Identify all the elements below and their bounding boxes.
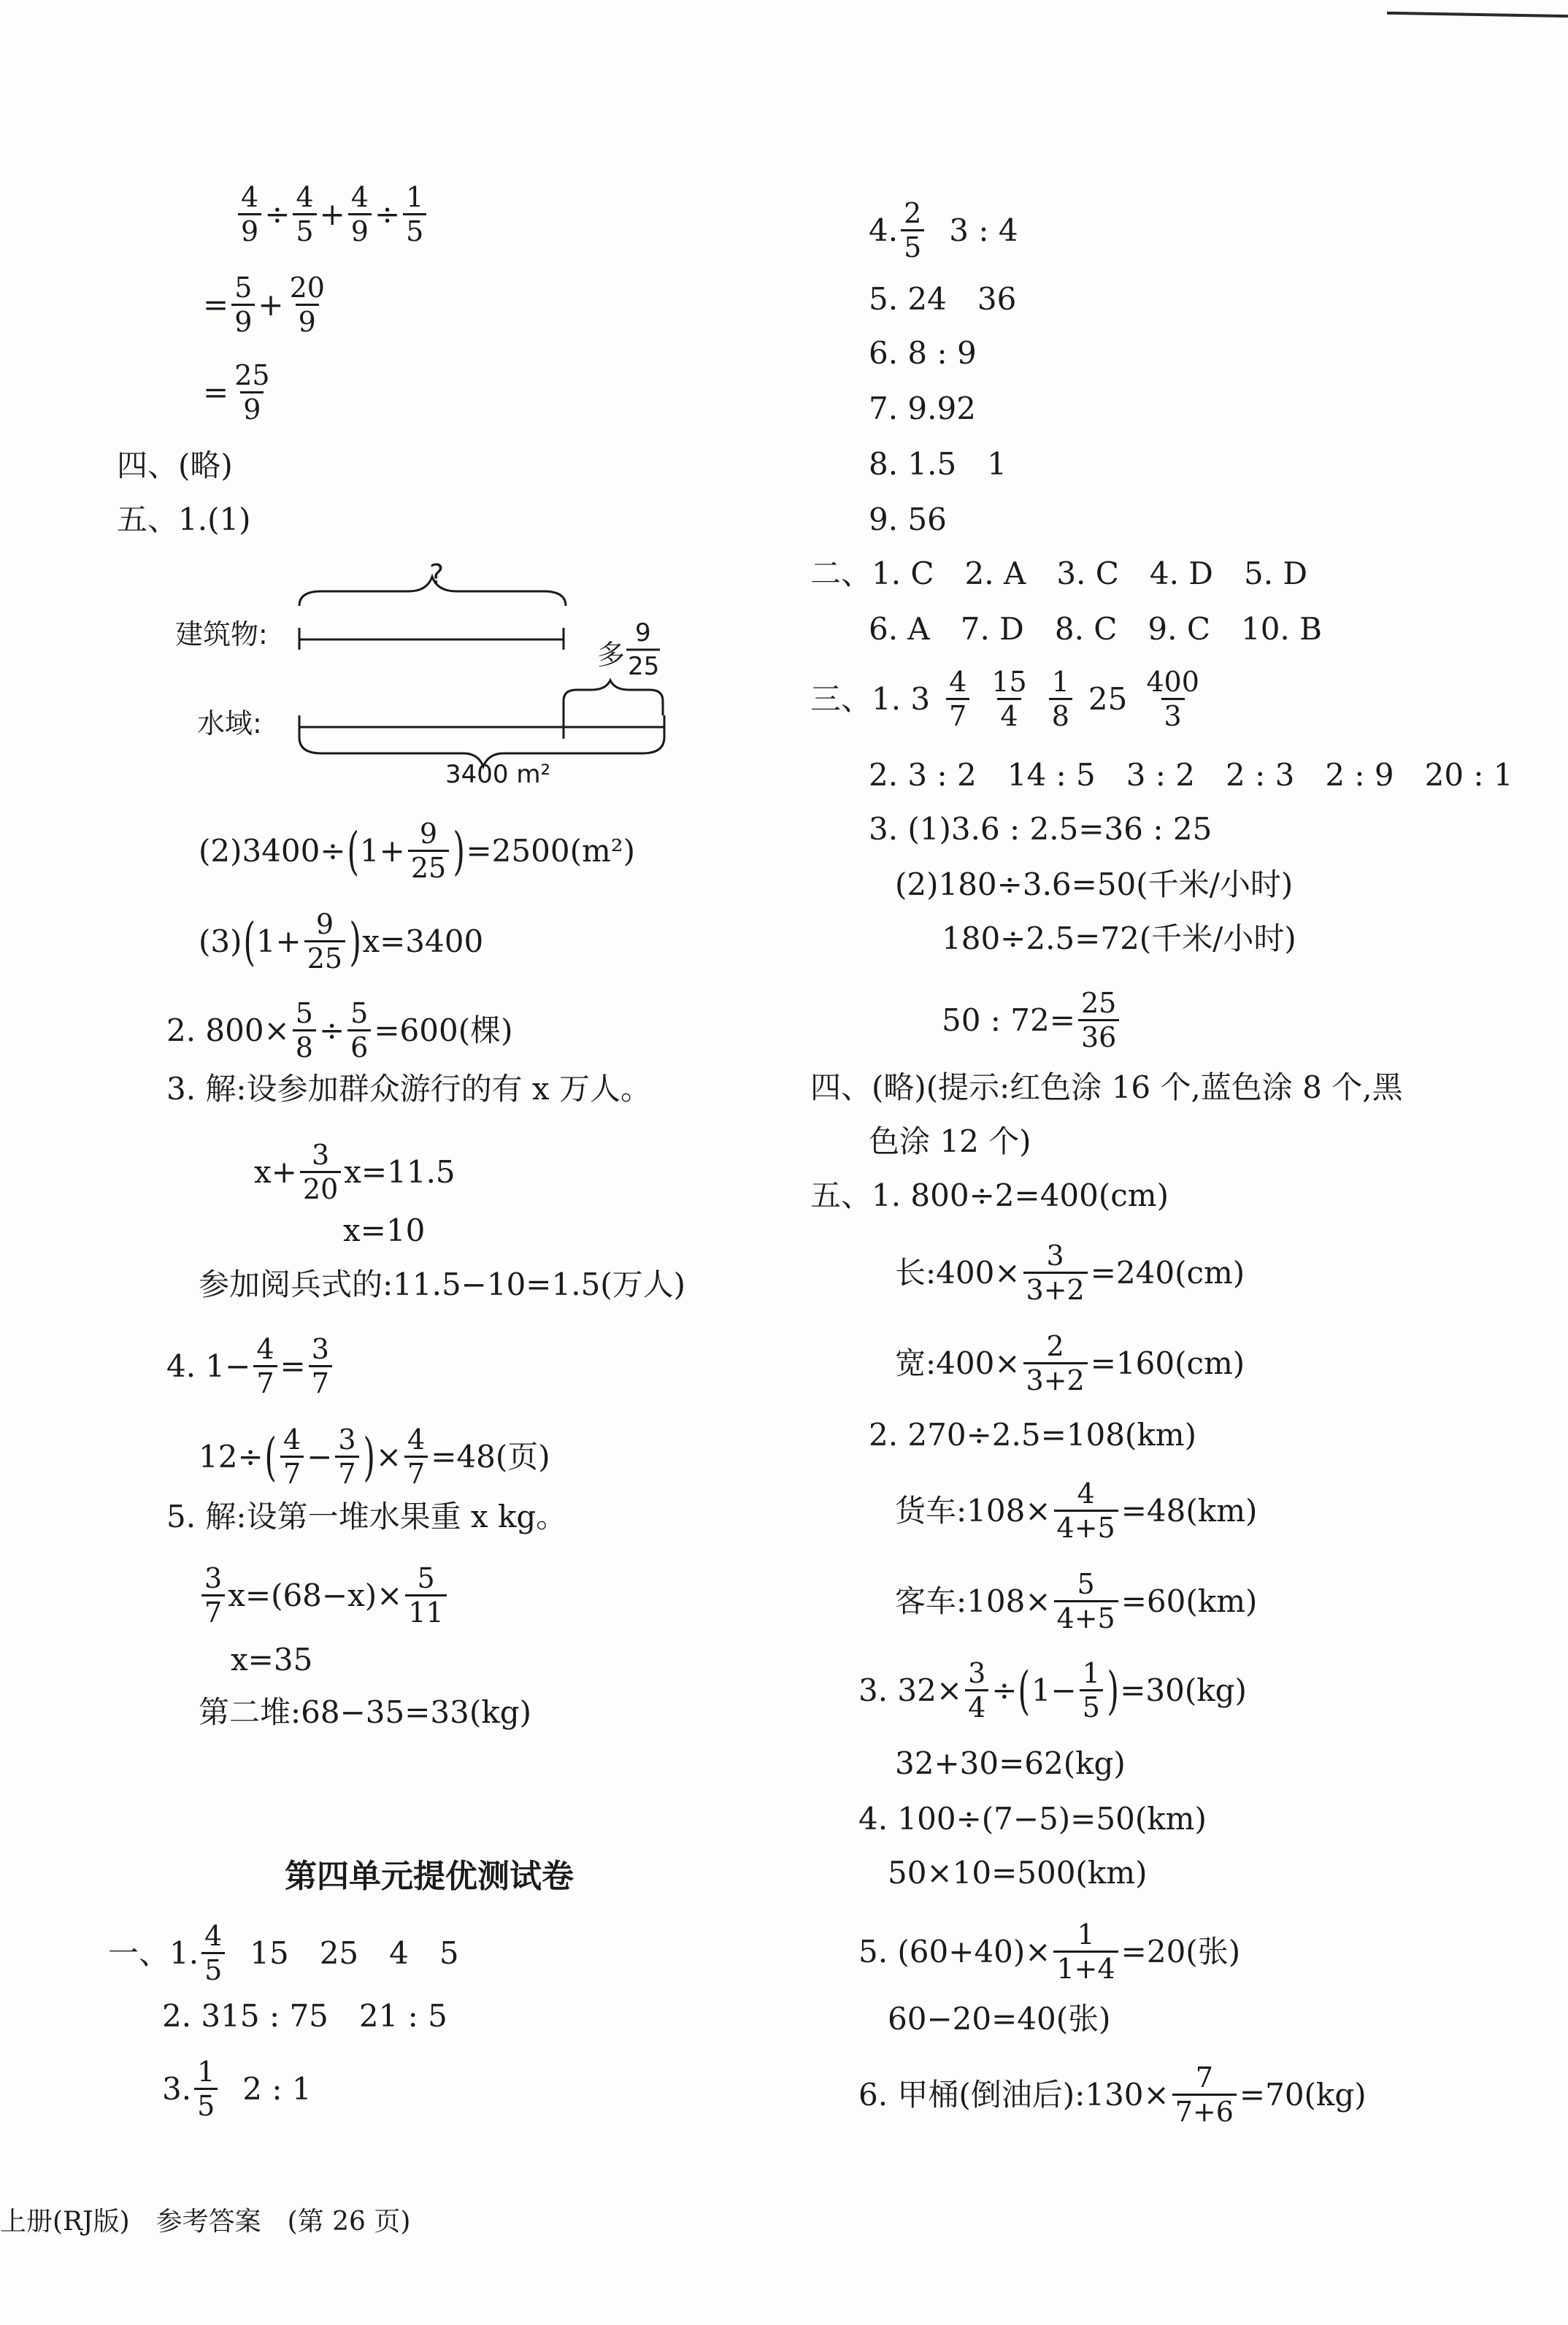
calc-five-5a: $\frac{3}{7}$ x=(68−x)× $\frac{5}{11}$: [199, 1562, 450, 1629]
calc-five-1-3: (3) ( 1+ $\frac{9}{25}$ ) x=3400: [199, 908, 484, 975]
r-five-2a: 货车:108× $\frac{4}{4+5}$ =48(km): [895, 1477, 1258, 1544]
calc-five-5-title: 5. 解:设第一堆水果重 x kg。: [166, 1499, 567, 1534]
r-five-4: 4. 100÷(7−5)=50(km): [858, 1801, 1207, 1837]
r-item-7: 7. 9.92: [869, 391, 976, 426]
r-four-2: 色涂 12 个): [869, 1123, 1031, 1159]
calc-five-5b: x=35: [231, 1642, 313, 1678]
r-three-3d: 50 : 72= $\frac{25}{36}$: [942, 987, 1122, 1053]
r-item-8: 8. 1.5 1: [869, 446, 1007, 482]
unit-q1: 一、1. $\frac{4}{5}$ 15 25 4 5: [108, 1920, 459, 1986]
section-four: 四、(略): [117, 447, 233, 483]
unit-q3: 3. $\frac{1}{5}$ 2 : 1: [162, 2056, 312, 2122]
r-five-1: 五、1. 800÷2=400(cm): [810, 1177, 1169, 1213]
r-item-5: 5. 24 36: [869, 281, 1017, 317]
diagram-question: ?: [429, 558, 445, 591]
r-five-1a: 长:400× $\frac{3}{3+2}$ =240(cm): [895, 1240, 1245, 1306]
r-five-3: 3. 32× $\frac{3}{4}$ ÷ ( 1− $\frac{1}{5}$ ) =30(kg): [858, 1657, 1247, 1723]
unit-test-title: 第四单元提优测试卷: [285, 1858, 574, 1895]
water-label: 水域:: [197, 707, 262, 739]
r-five-5: 5. (60+40)× $\frac{1}{1+4}$ =20(张): [858, 1918, 1241, 1985]
calc-five-3-title: 3. 解:设参加群众游行的有 x 万人。: [166, 1071, 651, 1107]
section-five-1: 五、1.(1): [117, 501, 251, 537]
r-item-9: 9. 56: [869, 501, 947, 537]
r-three-1: 三、1. 3 $\frac{4}{7}$ $\frac{15}{4}$ $\frac{1}{8}$ 25 $\frac{400}{3}$: [810, 666, 1199, 732]
more-brace: [564, 680, 663, 715]
calc-line-2: = $\frac{5}{9}$ + $\frac{20}{9}$: [203, 272, 325, 338]
calc-five-5c: 第二堆:68−35=33(kg): [199, 1694, 531, 1730]
r-five-3a: 32+30=62(kg): [895, 1745, 1126, 1781]
r-five-1b: 宽:400× $\frac{2}{3+2}$ =160(cm): [895, 1330, 1245, 1396]
r-three-3c: 180÷2.5=72(千米/小时): [942, 921, 1296, 956]
r-item-4: 4. $\frac{2}{5}$ 3 : 4: [869, 197, 1018, 264]
r-five-4a: 50×10=500(km): [888, 1855, 1148, 1891]
calc-five-3b: x=10: [343, 1213, 426, 1248]
unit-q2: 2. 315 : 75 21 : 5: [162, 1998, 447, 2034]
total-area-label: 3400 m²: [445, 760, 551, 788]
r-five-6: 6. 甲桶(倒油后):130× $\frac{7}{7+6}$ =70(kg): [858, 2061, 1367, 2128]
r-four-1: 四、(略)(提示:红色涂 16 个,蓝色涂 8 个,黑: [810, 1069, 1403, 1105]
r-five-2: 2. 270÷2.5=108(km): [869, 1417, 1196, 1453]
calc-five-4: 4. 1− $\frac{4}{7}$ = $\frac{3}{7}$: [166, 1333, 335, 1399]
calc-line-1: $\frac{4}{9}$ ÷ $\frac{4}{5}$ + $\frac{4}{9}$ ÷ $\frac{1}{5}$: [235, 181, 429, 247]
page-footer: 上册(RJ版) 参考答案 (第 26 页): [0, 2207, 411, 2237]
r-item-6: 6. 8 : 9: [869, 335, 977, 371]
calc-five-4a: 12÷ ( $\frac{4}{7}$ − $\frac{3}{7}$ ) × $\frac{4}{7}$ =48(页): [199, 1423, 550, 1490]
r-three-3b: (2)180÷3.6=50(千米/小时): [895, 866, 1294, 902]
r-two-line-2: 6. A 7. D 8. C 9. C 10. B: [869, 611, 1322, 647]
r-five-2b: 客车:108× $\frac{5}{4+5}$ =60(km): [895, 1568, 1258, 1634]
calc-five-3c: 参加阅兵式的:11.5−10=1.5(万人): [199, 1267, 686, 1302]
more-frac-den: 25: [628, 652, 660, 681]
r-five-5a: 60−20=40(张): [888, 2001, 1111, 2037]
calc-five-1-2: (2)3400÷ ( 1+ $\frac{9}{25}$ ) =2500(m²): [199, 818, 635, 884]
r-three-3: 3. (1)3.6 : 2.5=36 : 25: [869, 811, 1212, 847]
building-label: 建筑物:: [175, 618, 268, 650]
more-label: 多: [597, 639, 626, 671]
calc-five-2: 2. 800× $\frac{5}{8}$ ÷ $\frac{5}{6}$ =600(棵): [166, 997, 513, 1064]
calc-five-3a: x+ $\frac{3}{20}$ x=11.5: [254, 1139, 456, 1205]
r-three-2: 2. 3 : 2 14 : 5 3 : 2 2 : 3 2 : 9 20 : 1: [869, 757, 1513, 793]
line-segment-diagram: [168, 555, 708, 788]
calc-line-3: = $\frac{25}{9}$: [203, 359, 270, 426]
more-frac-num: 9: [635, 618, 651, 647]
top-rule: [1387, 12, 1568, 18]
r-two-line-1: 二、1. C 2. A 3. C 4. D 5. D: [810, 556, 1308, 591]
